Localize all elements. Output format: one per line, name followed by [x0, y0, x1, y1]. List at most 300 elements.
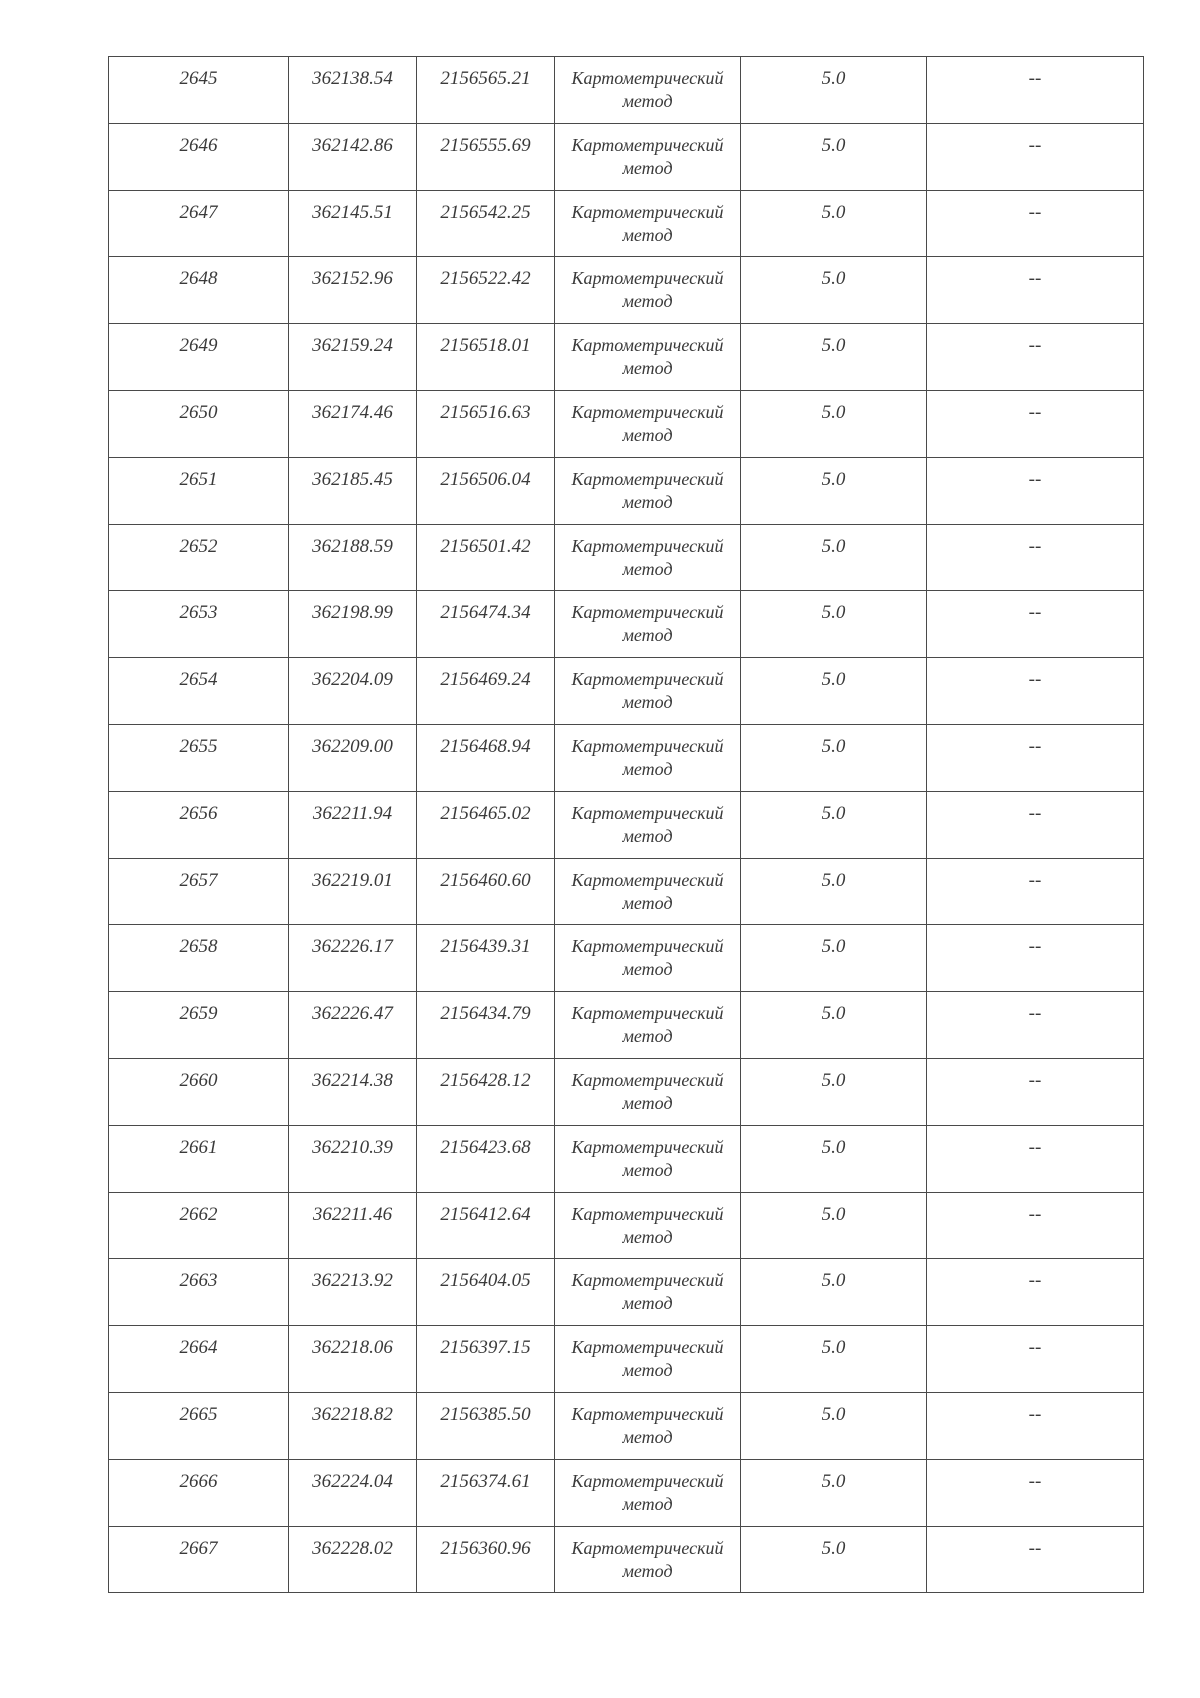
- precision-cell-text: 5.0: [821, 401, 846, 423]
- y-coordinate-cell-text: 2156428.12: [440, 1069, 531, 1091]
- table-row: [109, 992, 1144, 1059]
- y-coordinate-cell: [417, 992, 555, 1059]
- x-coordinate-cell: [289, 190, 417, 257]
- table-row: [109, 1259, 1144, 1326]
- note-cell: [927, 1392, 1144, 1459]
- y-coordinate-cell: [417, 591, 555, 658]
- note-cell: [927, 1192, 1144, 1259]
- method-line-2: метод: [622, 758, 673, 779]
- point-number-cell: [109, 724, 289, 791]
- point-number-cell: [109, 1192, 289, 1259]
- precision-cell-text: 5.0: [821, 535, 846, 557]
- x-coordinate-cell: [289, 925, 417, 992]
- point-number-cell: [109, 1259, 289, 1326]
- method-cell: [555, 57, 741, 124]
- point-number-cell-text: 2653: [179, 602, 218, 624]
- table-row: [109, 1392, 1144, 1459]
- table-row: [109, 257, 1144, 324]
- x-coordinate-cell: [289, 457, 417, 524]
- method-line-2: метод: [622, 1360, 673, 1381]
- point-number-cell: [109, 1326, 289, 1393]
- precision-cell: [741, 190, 927, 257]
- y-coordinate-cell: [417, 1058, 555, 1125]
- method-line-2: метод: [622, 625, 673, 646]
- x-coordinate-cell: [289, 324, 417, 391]
- method-line-2: метод: [622, 1092, 673, 1113]
- point-number-cell: [109, 658, 289, 725]
- precision-cell: [741, 658, 927, 725]
- note-cell: [927, 1459, 1144, 1526]
- point-number-cell: [109, 925, 289, 992]
- method-line-1: Картометрический: [571, 1470, 724, 1491]
- precision-cell-text: 5.0: [821, 735, 846, 757]
- table-row: [109, 390, 1144, 457]
- note-cell-text: --: [1028, 335, 1042, 357]
- x-coordinate-cell: [289, 1326, 417, 1393]
- method-line-1: Картометрический: [571, 335, 724, 356]
- note-cell-text: --: [1028, 201, 1042, 223]
- x-coordinate-cell-text: 362226.47: [312, 1003, 393, 1025]
- point-number-cell-text: 2649: [179, 335, 218, 357]
- precision-cell-text: 5.0: [821, 335, 846, 357]
- method-line-2: метод: [622, 224, 673, 245]
- x-coordinate-cell: [289, 791, 417, 858]
- method-line-2: метод: [622, 91, 673, 111]
- y-coordinate-cell-text: 2156374.61: [440, 1470, 531, 1492]
- note-cell: [927, 457, 1144, 524]
- precision-cell: [741, 791, 927, 858]
- x-coordinate-cell-text: 362204.09: [312, 669, 393, 691]
- precision-cell: [741, 992, 927, 1059]
- method-line-2: метод: [622, 1159, 673, 1180]
- method-line-1: Картометрический: [571, 802, 724, 823]
- x-coordinate-cell: [289, 858, 417, 925]
- point-number-cell: [109, 57, 289, 124]
- point-number-cell: [109, 457, 289, 524]
- x-coordinate-cell-text: 362138.54: [312, 68, 393, 89]
- method-line-1: Картометрический: [571, 602, 724, 623]
- precision-cell: [741, 1192, 927, 1259]
- y-coordinate-cell: [417, 1125, 555, 1192]
- table-row: [109, 57, 1144, 124]
- y-coordinate-cell: [417, 257, 555, 324]
- y-coordinate-cell-text: 2156516.63: [440, 401, 531, 423]
- table-row: [109, 457, 1144, 524]
- method-cell: [555, 1058, 741, 1125]
- precision-cell: [741, 123, 927, 190]
- y-coordinate-cell-text: 2156404.05: [440, 1270, 531, 1292]
- method-line-1: Картометрический: [571, 1136, 724, 1157]
- note-cell: [927, 324, 1144, 391]
- x-coordinate-cell: [289, 524, 417, 591]
- method-cell: [555, 925, 741, 992]
- point-number-cell-text: 2661: [179, 1136, 218, 1158]
- method-cell: [555, 390, 741, 457]
- note-cell: [927, 992, 1144, 1059]
- method-line-1: Картометрический: [571, 268, 724, 289]
- y-coordinate-cell-text: 2156385.50: [440, 1403, 531, 1425]
- x-coordinate-cell: [289, 1259, 417, 1326]
- x-coordinate-cell-text: 362218.06: [312, 1337, 393, 1359]
- precision-cell-text: 5.0: [821, 134, 846, 156]
- point-number-cell-text: 2646: [179, 134, 218, 156]
- method-line-2: метод: [622, 558, 673, 579]
- note-cell-text: --: [1028, 1470, 1042, 1492]
- method-line-1: Картометрический: [571, 669, 724, 690]
- method-line-1: Картометрический: [571, 1270, 724, 1291]
- y-coordinate-cell: [417, 1526, 555, 1593]
- y-coordinate-cell-text: 2156397.15: [440, 1337, 531, 1359]
- x-coordinate-cell-text: 362218.82: [312, 1403, 393, 1425]
- point-number-cell: [109, 1125, 289, 1192]
- point-number-cell-text: 2656: [179, 802, 218, 824]
- y-coordinate-cell: [417, 1392, 555, 1459]
- note-cell-text: --: [1028, 669, 1042, 691]
- precision-cell-text: 5.0: [821, 1403, 846, 1425]
- point-number-cell-text: 2647: [179, 201, 218, 223]
- method-line-2: метод: [622, 1226, 673, 1247]
- x-coordinate-cell-text: 362142.86: [312, 134, 393, 156]
- x-coordinate-cell-text: 362211.94: [312, 802, 393, 824]
- method-line-1: Картометрический: [571, 401, 724, 422]
- precision-cell: [741, 858, 927, 925]
- note-cell-text: --: [1028, 468, 1042, 490]
- point-number-cell: [109, 257, 289, 324]
- method-line-2: метод: [622, 825, 673, 846]
- point-number-cell-text: 2652: [179, 535, 218, 557]
- y-coordinate-cell-text: 2156518.01: [440, 335, 531, 357]
- precision-cell: [741, 925, 927, 992]
- method-cell: [555, 791, 741, 858]
- precision-cell: [741, 257, 927, 324]
- point-number-cell: [109, 190, 289, 257]
- precision-cell-text: 5.0: [821, 1337, 846, 1359]
- method-line-1: Картометрический: [571, 735, 724, 756]
- point-number-cell-text: 2655: [179, 735, 218, 757]
- method-cell: [555, 457, 741, 524]
- note-cell-text: --: [1028, 602, 1042, 624]
- method-cell: [555, 1125, 741, 1192]
- method-line-2: метод: [622, 1026, 673, 1047]
- note-cell: [927, 925, 1144, 992]
- x-coordinate-cell-text: 362209.00: [312, 735, 393, 757]
- method-cell: [555, 524, 741, 591]
- note-cell: [927, 724, 1144, 791]
- x-coordinate-cell: [289, 1192, 417, 1259]
- point-number-cell-text: 2654: [179, 669, 218, 691]
- method-cell: [555, 992, 741, 1059]
- x-coordinate-cell-text: 362159.24: [312, 335, 393, 357]
- y-coordinate-cell-text: 2156439.31: [440, 936, 531, 958]
- note-cell-text: --: [1028, 936, 1042, 958]
- y-coordinate-cell-text: 2156474.34: [440, 602, 531, 624]
- method-cell: [555, 123, 741, 190]
- note-cell: [927, 1259, 1144, 1326]
- point-number-cell: [109, 992, 289, 1059]
- table-row: [109, 190, 1144, 257]
- note-cell-text: --: [1028, 268, 1042, 290]
- point-number-cell: [109, 1392, 289, 1459]
- x-coordinate-cell: [289, 658, 417, 725]
- method-cell: [555, 324, 741, 391]
- precision-cell: [741, 524, 927, 591]
- note-cell: [927, 1058, 1144, 1125]
- method-cell: [555, 1392, 741, 1459]
- y-coordinate-cell-text: 2156542.25: [440, 201, 531, 223]
- precision-cell-text: 5.0: [821, 268, 846, 290]
- precision-cell-text: 5.0: [821, 1136, 846, 1158]
- x-coordinate-cell: [289, 1392, 417, 1459]
- method-line-1: Картометрический: [571, 869, 724, 890]
- note-cell-text: --: [1028, 1270, 1042, 1292]
- y-coordinate-cell-text: 2156465.02: [440, 802, 531, 824]
- precision-cell: [741, 724, 927, 791]
- note-cell-text: --: [1028, 401, 1042, 423]
- x-coordinate-cell: [289, 1125, 417, 1192]
- precision-cell-text: 5.0: [821, 1537, 846, 1559]
- table-row: [109, 1125, 1144, 1192]
- method-cell: [555, 1526, 741, 1593]
- precision-cell: [741, 57, 927, 124]
- y-coordinate-cell: [417, 658, 555, 725]
- point-number-cell-text: 2657: [179, 869, 218, 891]
- x-coordinate-cell: [289, 57, 417, 124]
- y-coordinate-cell-text: 2156522.42: [440, 268, 531, 290]
- note-cell-text: --: [1028, 1203, 1042, 1225]
- point-number-cell: [109, 123, 289, 190]
- method-line-1: Картометрический: [571, 1537, 724, 1558]
- point-number-cell-text: 2665: [179, 1403, 218, 1425]
- note-cell-text: --: [1028, 134, 1042, 156]
- y-coordinate-cell-text: 2156468.94: [440, 735, 531, 757]
- x-coordinate-cell-text: 362228.02: [312, 1537, 393, 1559]
- point-number-cell: [109, 791, 289, 858]
- point-number-cell: [109, 1058, 289, 1125]
- precision-cell-text: 5.0: [821, 936, 846, 958]
- y-coordinate-cell: [417, 324, 555, 391]
- point-number-cell: [109, 591, 289, 658]
- precision-cell-text: 5.0: [821, 1069, 846, 1091]
- method-line-2: метод: [622, 959, 673, 980]
- x-coordinate-cell-text: 362224.04: [312, 1470, 393, 1492]
- x-coordinate-cell-text: 362219.01: [312, 869, 393, 891]
- method-cell: [555, 1459, 741, 1526]
- y-coordinate-cell: [417, 858, 555, 925]
- method-line-1: Картометрический: [571, 936, 724, 957]
- note-cell: [927, 524, 1144, 591]
- y-coordinate-cell: [417, 1326, 555, 1393]
- precision-cell: [741, 591, 927, 658]
- precision-cell-text: 5.0: [821, 1470, 846, 1492]
- method-line-1: Картометрический: [571, 68, 724, 88]
- note-cell: [927, 390, 1144, 457]
- x-coordinate-cell-text: 362188.59: [312, 535, 393, 557]
- precision-cell-text: 5.0: [821, 869, 846, 891]
- method-line-2: метод: [622, 424, 673, 445]
- x-coordinate-cell-text: 362213.92: [312, 1270, 393, 1292]
- x-coordinate-cell: [289, 992, 417, 1059]
- note-cell: [927, 658, 1144, 725]
- y-coordinate-cell-text: 2156412.64: [440, 1203, 531, 1225]
- y-coordinate-cell: [417, 57, 555, 124]
- method-line-1: Картометрический: [571, 535, 724, 556]
- method-cell: [555, 591, 741, 658]
- y-coordinate-cell-text: 2156555.69: [440, 134, 531, 156]
- precision-cell: [741, 1125, 927, 1192]
- x-coordinate-cell-text: 362185.45: [312, 468, 393, 490]
- y-coordinate-cell: [417, 123, 555, 190]
- note-cell-text: --: [1028, 1537, 1042, 1559]
- precision-cell-text: 5.0: [821, 802, 846, 824]
- method-cell: [555, 1192, 741, 1259]
- note-cell: [927, 858, 1144, 925]
- point-number-cell: [109, 1526, 289, 1593]
- table-row: [109, 724, 1144, 791]
- method-line-1: Картометрический: [571, 468, 724, 489]
- table-row: [109, 123, 1144, 190]
- note-cell-text: --: [1028, 1136, 1042, 1158]
- table-row: [109, 1326, 1144, 1393]
- note-cell: [927, 190, 1144, 257]
- method-line-2: метод: [622, 892, 673, 913]
- x-coordinate-cell-text: 362210.39: [312, 1136, 393, 1158]
- precision-cell-text: 5.0: [821, 68, 846, 89]
- precision-cell-text: 5.0: [821, 1270, 846, 1292]
- method-line-2: метод: [622, 1560, 673, 1581]
- x-coordinate-cell-text: 362174.46: [312, 401, 393, 423]
- method-cell: [555, 858, 741, 925]
- table-row: [109, 791, 1144, 858]
- precision-cell: [741, 1526, 927, 1593]
- y-coordinate-cell: [417, 1259, 555, 1326]
- method-line-2: метод: [622, 692, 673, 713]
- table-row: [109, 1058, 1144, 1125]
- x-coordinate-cell: [289, 1459, 417, 1526]
- method-line-2: метод: [622, 1493, 673, 1514]
- y-coordinate-cell: [417, 1459, 555, 1526]
- note-cell-text: --: [1028, 1337, 1042, 1359]
- method-cell: [555, 724, 741, 791]
- table-row: [109, 1192, 1144, 1259]
- note-cell: [927, 1526, 1144, 1593]
- y-coordinate-cell-text: 2156460.60: [440, 869, 531, 891]
- method-line-1: Картометрический: [571, 1203, 724, 1224]
- coordinates-table: [108, 56, 1144, 1593]
- y-coordinate-cell: [417, 791, 555, 858]
- x-coordinate-cell: [289, 724, 417, 791]
- table-row: [109, 1526, 1144, 1593]
- precision-cell-text: 5.0: [821, 1203, 846, 1225]
- table-row: [109, 524, 1144, 591]
- method-line-1: Картометрический: [571, 1069, 724, 1090]
- point-number-cell: [109, 1459, 289, 1526]
- y-coordinate-cell-text: 2156506.04: [440, 468, 531, 490]
- note-cell-text: --: [1028, 735, 1042, 757]
- point-number-cell-text: 2666: [179, 1470, 218, 1492]
- precision-cell: [741, 324, 927, 391]
- point-number-cell-text: 2664: [179, 1337, 218, 1359]
- y-coordinate-cell-text: 2156565.21: [440, 68, 531, 89]
- note-cell-text: --: [1028, 1069, 1042, 1091]
- precision-cell: [741, 1259, 927, 1326]
- precision-cell-text: 5.0: [821, 468, 846, 490]
- x-coordinate-cell: [289, 591, 417, 658]
- note-cell-text: --: [1028, 802, 1042, 824]
- point-number-cell-text: 2648: [179, 268, 218, 290]
- y-coordinate-cell-text: 2156501.42: [440, 535, 531, 557]
- precision-cell: [741, 1326, 927, 1393]
- x-coordinate-cell-text: 362145.51: [312, 201, 393, 223]
- x-coordinate-cell: [289, 257, 417, 324]
- precision-cell-text: 5.0: [821, 669, 846, 691]
- method-line-2: метод: [622, 291, 673, 312]
- point-number-cell-text: 2651: [179, 468, 218, 490]
- point-number-cell-text: 2667: [179, 1537, 218, 1559]
- note-cell: [927, 57, 1144, 124]
- point-number-cell: [109, 324, 289, 391]
- point-number-cell: [109, 858, 289, 925]
- method-cell: [555, 257, 741, 324]
- point-number-cell-text: 2658: [179, 936, 218, 958]
- note-cell-text: --: [1028, 68, 1042, 89]
- point-number-cell-text: 2662: [179, 1203, 218, 1225]
- point-number-cell-text: 2645: [179, 68, 218, 89]
- table-row: [109, 925, 1144, 992]
- precision-cell-text: 5.0: [821, 1003, 846, 1025]
- note-cell: [927, 1326, 1144, 1393]
- x-coordinate-cell-text: 362198.99: [312, 602, 393, 624]
- precision-cell: [741, 1058, 927, 1125]
- method-line-2: метод: [622, 1426, 673, 1447]
- note-cell-text: --: [1028, 1003, 1042, 1025]
- precision-cell-text: 5.0: [821, 602, 846, 624]
- table-row: [109, 1459, 1144, 1526]
- note-cell-text: --: [1028, 535, 1042, 557]
- precision-cell-text: 5.0: [821, 201, 846, 223]
- x-coordinate-cell: [289, 123, 417, 190]
- note-cell: [927, 791, 1144, 858]
- table-row: [109, 658, 1144, 725]
- method-line-1: Картометрический: [571, 1003, 724, 1024]
- precision-cell: [741, 1392, 927, 1459]
- table-row: [109, 591, 1144, 658]
- point-number-cell: [109, 390, 289, 457]
- method-line-2: метод: [622, 1293, 673, 1314]
- method-cell: [555, 1259, 741, 1326]
- y-coordinate-cell-text: 2156360.96: [440, 1537, 531, 1559]
- note-cell: [927, 257, 1144, 324]
- method-line-1: Картометрический: [571, 1403, 724, 1424]
- table-row: [109, 858, 1144, 925]
- y-coordinate-cell-text: 2156423.68: [440, 1136, 531, 1158]
- y-coordinate-cell-text: 2156434.79: [440, 1003, 531, 1025]
- y-coordinate-cell: [417, 190, 555, 257]
- x-coordinate-cell: [289, 1526, 417, 1593]
- note-cell: [927, 123, 1144, 190]
- coordinates-table-body: [109, 57, 1144, 1593]
- precision-cell: [741, 1459, 927, 1526]
- x-coordinate-cell-text: 362211.46: [312, 1203, 393, 1225]
- point-number-cell: [109, 524, 289, 591]
- y-coordinate-cell: [417, 724, 555, 791]
- x-coordinate-cell: [289, 1058, 417, 1125]
- note-cell: [927, 591, 1144, 658]
- x-coordinate-cell-text: 362214.38: [312, 1069, 393, 1091]
- note-cell: [927, 1125, 1144, 1192]
- method-line-2: метод: [622, 491, 673, 512]
- precision-cell: [741, 390, 927, 457]
- method-cell: [555, 190, 741, 257]
